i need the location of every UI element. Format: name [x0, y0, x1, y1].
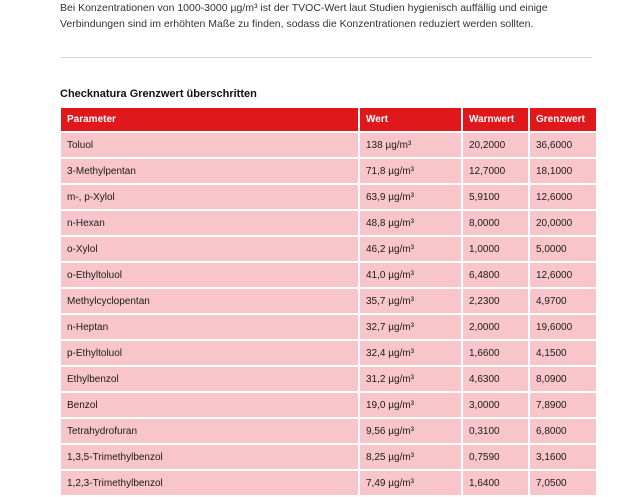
- cell-parameter: p-Ethyltoluol: [61, 341, 358, 365]
- cell-parameter: 1,2,3-Trimethylbenzol: [61, 471, 358, 495]
- cell-warnwert: 2,0000: [463, 315, 528, 339]
- cell-wert: 41,0 µg/m³: [360, 263, 461, 287]
- table-row: [61, 367, 596, 391]
- cell-grenzwert: 7,8900: [530, 393, 596, 417]
- table-row: [61, 315, 596, 339]
- cell-warnwert: 0,3100: [463, 419, 528, 443]
- cell-warnwert: 12,7000: [463, 159, 528, 183]
- column-header-warnwert: Warnwert: [463, 108, 528, 131]
- cell-warnwert: 4,6300: [463, 367, 528, 391]
- intro-line: Verbindungen sind im erhöhten Maße zu finden, sodass die Konzentrationen reduziert werden sollten.: [60, 18, 534, 30]
- cell-parameter: 1,3,5-Trimethylbenzol: [61, 445, 358, 469]
- table-body: [61, 133, 596, 495]
- cell-wert: 8,25 µg/m³: [360, 445, 461, 469]
- cell-grenzwert: 36,6000: [530, 133, 596, 157]
- cell-warnwert: 8,0000: [463, 211, 528, 235]
- cell-grenzwert: 8,0900: [530, 367, 596, 391]
- table-row: [61, 445, 596, 469]
- cell-warnwert: 0,7590: [463, 445, 528, 469]
- cell-warnwert: 3,0000: [463, 393, 528, 417]
- cell-parameter: Toluol: [61, 133, 358, 157]
- cell-parameter: o-Ethyltoluol: [61, 263, 358, 287]
- table-row: [61, 289, 596, 313]
- table-row: [61, 419, 596, 443]
- cell-wert: 32,7 µg/m³: [360, 315, 461, 339]
- cell-grenzwert: 12,6000: [530, 263, 596, 287]
- table-row: [61, 133, 596, 157]
- table-row: [61, 185, 596, 209]
- cell-grenzwert: 12,6000: [530, 185, 596, 209]
- column-header-grenzwert: Grenzwert: [530, 108, 596, 131]
- table-row: [61, 471, 596, 495]
- cell-grenzwert: 20,0000: [530, 211, 596, 235]
- cell-warnwert: 20,2000: [463, 133, 528, 157]
- table-row: [61, 211, 596, 235]
- cell-wert: 31,2 µg/m³: [360, 367, 461, 391]
- cell-parameter: Tetrahydrofuran: [61, 419, 358, 443]
- cell-grenzwert: 5,0000: [530, 237, 596, 261]
- cell-warnwert: 1,6600: [463, 341, 528, 365]
- cell-parameter: Ethylbenzol: [61, 367, 358, 391]
- cell-wert: 63,9 µg/m³: [360, 185, 461, 209]
- table-header-row: [61, 108, 596, 131]
- section-title: Checknatura Grenzwert überschritten: [60, 88, 257, 100]
- cell-parameter: n-Heptan: [61, 315, 358, 339]
- cell-grenzwert: 4,1500: [530, 341, 596, 365]
- cell-wert: 35,7 µg/m³: [360, 289, 461, 313]
- cell-wert: 9,56 µg/m³: [360, 419, 461, 443]
- cell-parameter: 3-Methylpentan: [61, 159, 358, 183]
- cell-parameter: m-, p-Xylol: [61, 185, 358, 209]
- cell-warnwert: 2,2300: [463, 289, 528, 313]
- cell-parameter: Methylcyclopentan: [61, 289, 358, 313]
- cell-wert: 138 µg/m³: [360, 133, 461, 157]
- cell-wert: 46,2 µg/m³: [360, 237, 461, 261]
- cell-grenzwert: 18,1000: [530, 159, 596, 183]
- cell-parameter: Benzol: [61, 393, 358, 417]
- cell-warnwert: 1,0000: [463, 237, 528, 261]
- cell-wert: 19,0 µg/m³: [360, 393, 461, 417]
- table-row: [61, 341, 596, 365]
- cell-parameter: n-Hexan: [61, 211, 358, 235]
- cell-grenzwert: 4,9700: [530, 289, 596, 313]
- column-header-wert: Wert: [360, 108, 461, 131]
- cell-grenzwert: 3,1600: [530, 445, 596, 469]
- column-header-parameter: Parameter: [61, 108, 358, 131]
- intro-paragraph: [60, 0, 580, 32]
- cell-grenzwert: 7,0500: [530, 471, 596, 495]
- cell-wert: 32,4 µg/m³: [360, 341, 461, 365]
- cell-grenzwert: 19,6000: [530, 315, 596, 339]
- intro-line: Bei Konzentrationen von 1000-3000 µg/m³ ist der TVOC-Wert laut Studien hygienisch auffällig und einige: [60, 2, 548, 14]
- cell-wert: 7,49 µg/m³: [360, 471, 461, 495]
- cell-grenzwert: 6,8000: [530, 419, 596, 443]
- cell-wert: 71,8 µg/m³: [360, 159, 461, 183]
- table-row: [61, 263, 596, 287]
- section-divider: [60, 57, 592, 58]
- cell-warnwert: 6,4800: [463, 263, 528, 287]
- cell-wert: 48,8 µg/m³: [360, 211, 461, 235]
- cell-warnwert: 1,6400: [463, 471, 528, 495]
- cell-parameter: o-Xylol: [61, 237, 358, 261]
- table-row: [61, 237, 596, 261]
- table-row: [61, 159, 596, 183]
- cell-warnwert: 5,9100: [463, 185, 528, 209]
- threshold-table: [59, 106, 598, 497]
- table-row: [61, 393, 596, 417]
